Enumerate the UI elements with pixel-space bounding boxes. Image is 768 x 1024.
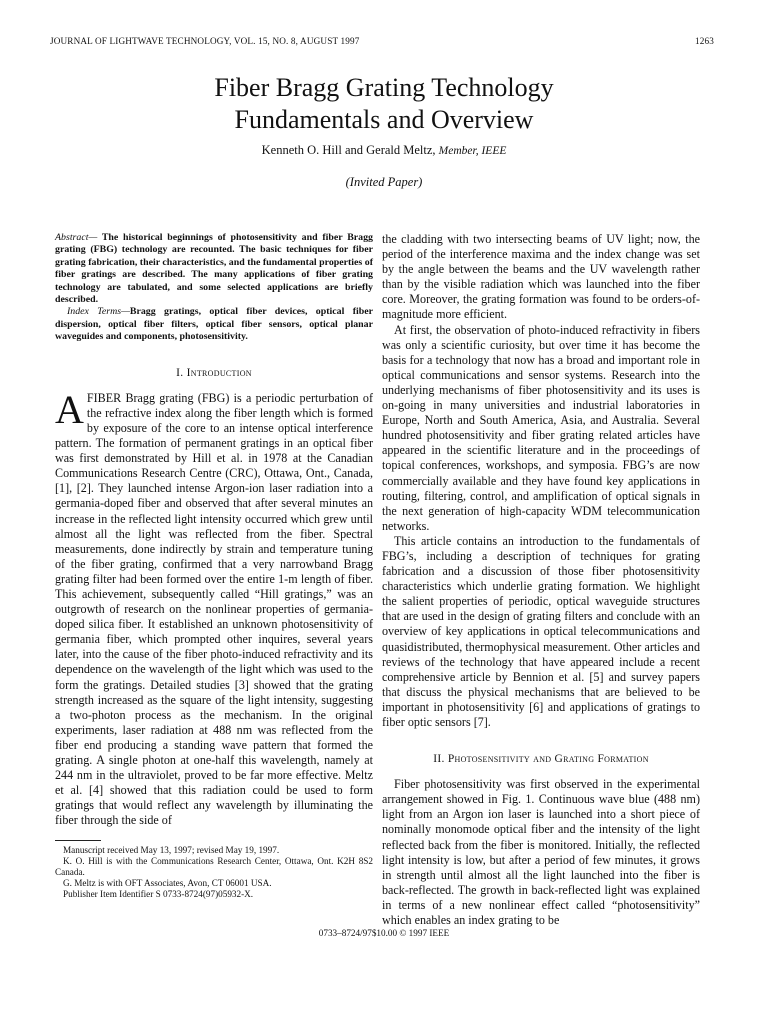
- intro-first-word: FIBER: [86, 390, 122, 405]
- copyright-footer: 0733–8724/97$10.00 © 1997 IEEE: [318, 928, 450, 938]
- running-head: [50, 36, 714, 46]
- section-heading-introduction: [55, 366, 373, 381]
- abstract-text: The historical beginnings of photosensitivity and fiber Bragg grating (FBG) technology are recounted. The basic techniques for fiber grating fabrication, their characteristics, and the fundamental properties of fiber gratings are described. The many applications of fiber grating technology are tabulated, and some selected applications are briefly described.: [55, 232, 373, 306]
- footnote-rule: [55, 840, 101, 841]
- paragraph-article-overview: This article contains an introduction to the fundamentals of FBG’s, including a description of techniques for grating fabrication and a discussion of those fiber photosensitivity characteristics which underlie grating formation. We highlight the salient properties of periodic, optical waveguide structures that are used in the design of grating filters and conclude with an overview of key applications in optical telecommunications and quasidistributed, thermophysical measurement. Other articles and reviews of the technology that have appeared include a recent comprehensive article by Bennion et al. [5] and survey papers that discuss the physical mechanisms that are believed to be important in photosensitivity [6] and applications of gratings to fiber optic sensors [7].: [382, 533, 700, 729]
- title-line-2: Fundamentals and Overview: [234, 105, 534, 134]
- author-line: [0, 143, 768, 158]
- paper-type: (Invited Paper): [345, 175, 423, 189]
- footnote-publisher-id: Publisher Item Identifier S 0733-8724(97)05932-X.: [63, 889, 254, 900]
- title-line-1: Fiber Bragg Grating Technology: [214, 73, 554, 102]
- footnote-meltz: G. Meltz is with OFT Associates, Avon, CT 06001 USA.: [63, 878, 272, 889]
- footnotes: [55, 845, 373, 900]
- index-terms: [55, 306, 373, 343]
- author-role: Member, IEEE: [438, 145, 507, 157]
- intro-paragraph: [55, 386, 373, 829]
- footnote-hill: K. O. Hill is with the Communications Research Center, Ottawa, Ont. K2H 8S2 Canada.: [55, 856, 373, 878]
- paragraph-photosensitivity: Fiber photosensitivity was first observed in the experimental arrangement showed in Fig. 1. Continuous wave blue (488 nm) light from an Argon ion laser is launched into a short piece of nominally monomode optical fiber and the intensity of the light reflected back from the fiber is monitored. Initially, the reflected light intensity is low, but after a period of few minutes, it grows in strength until almost all the light launched into the fiber is back-reflected. The growth in back-reflected light was explained in terms of a new nonlinear effect called “photosensitivity” which enables an index grating to be: [382, 777, 700, 928]
- page-number: 1263: [695, 36, 714, 46]
- paper-title: [0, 72, 768, 136]
- section-heading-photosensitivity: [382, 752, 700, 767]
- section-title: Introduction: [186, 366, 252, 379]
- abstract: [55, 232, 373, 306]
- index-terms-text: Bragg gratings, optical fiber devices, optical fiber dispersion, optical fiber filters, optical fiber sensors, optical planar waveguides and components, photosensitivity.: [55, 306, 373, 343]
- section-number: II.: [433, 753, 448, 766]
- intro-text: Bragg grating (FBG) is a periodic perturbation of the refractive index along the fiber length which is formed by exposure of the core to an intense optical interference pattern. The formation of permanent gratings in an optical fiber was first demonstrated by Hill et al. in 1978 at the Canadian Communications Research Centre (CRC), Ottawa, Ont., Canada, [1], [2]. They launched intense Argon-ion laser radiation into a germania-doped fiber and observed that after several minutes an increase in the reflected light intensity occurred which grew until almost all the light was reflected from the fiber. Spectral measurements, done indirectly by strain and temperature tuning of the fiber grating, confirmed that a very narrowband Bragg grating filter had been formed over the entire 1-m length of fiber. This achievement, subsequently called “Hill gratings,” was an outgrowth of research on the nonlinear properties of germania-doped silica fiber. It established an unknown photosensitivity of germania fiber, which prompted other inquires, several years later, into the cause of the fiber photo-induced refractivity and its dependence on the wavelength of the light which was used to the form the gratings. Detailed studies [3] showed that the grating strength increased as the square of the light intensity, suggesting a two-photon process as the mechanism. In the original experiments, laser radiation at 488 nm was reflected from the fiber end producing a standing wave pattern that formed the grating. A single photon at one-half this wavelength, namely at 244 nm in the ultraviolet, proved to be far more effective. Meltz et al. [4] showed that this radiation could be used to form gratings that would reflect any wavelength by illuminating the fiber through the side of: [55, 390, 373, 828]
- author-names: Kenneth O. Hill and Gerald Meltz,: [261, 143, 436, 157]
- drop-cap: A: [55, 386, 84, 432]
- journal-citation: JOURNAL OF LIGHTWAVE TECHNOLOGY, VOL. 15, NO. 8, AUGUST 1997: [50, 36, 360, 46]
- paragraph-continued: the cladding with two intersecting beams of UV light; now, the period of the interference maxima and the index change was set by the angle between the beams and the UV wavelength rather than by the visible radiation which was launched into the fiber core. Moreover, the grating formation was found to be orders-of-magnitude more efficient.: [382, 232, 700, 322]
- abstract-label: Abstract—: [55, 232, 98, 243]
- section-number: I.: [176, 366, 187, 379]
- footnote-manuscript: Manuscript received May 13, 1997; revised May 19, 1997.: [63, 845, 280, 856]
- paragraph-history: At first, the observation of photo-induced refractivity in fibers was only a scientific curiosity, but over time it has become the basis for a technology that now has a broad and important role in optical communications and sensor systems. Research into the underlying mechanisms of fiber photosensitivity and its uses is on-going in many universities and industrial laboratories in Europe, North and South America, Asia, and Australia. Several hundred photosensitivity and fiber grating related articles have appeared in the scientific literature and in the proceedings of topical conferences, workshops, and symposia. FBG’s are now commercially available and they have found key applications in routing, filtering, control, and amplification of optical signals in the next generation of high-capacity WDM telecommunication networks.: [382, 322, 700, 533]
- index-terms-label: Index Terms—: [67, 306, 130, 318]
- right-column: [382, 232, 700, 928]
- left-column: [55, 232, 373, 900]
- section-title: Photosensitivity and Grating Formation: [447, 753, 649, 766]
